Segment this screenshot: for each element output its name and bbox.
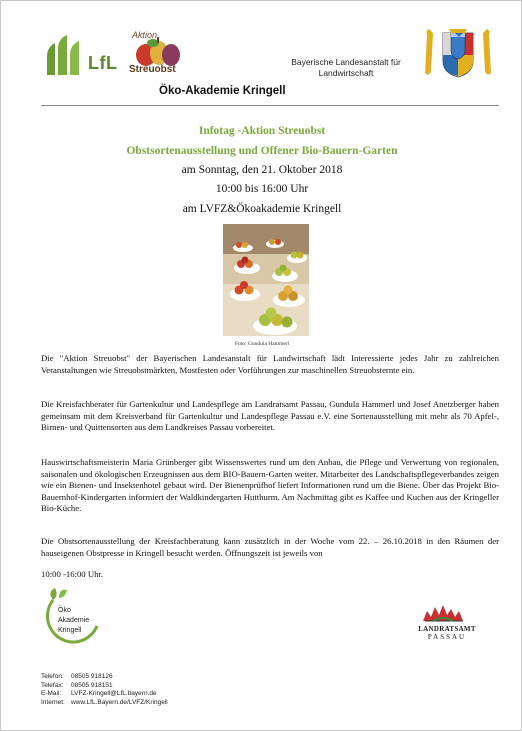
- contact-label: Telefax:: [41, 681, 64, 689]
- paragraph-hauswirtschaft: Hauswirtschaftsmeisterin Maria Grünberger gibt Wissenswertes rund um den Anbau, die Pflege und Verwertung von regionalen, saisonalen und ökologischen Erzeugnissen aus dem BIO-Bauern-Garten weiter. Mitarbeiter des Landschaftspflegeverbandes zeigen wie ein Bienen- und Insektenhotel gebaut wird. Der Bienenprüfhof liefert Informationen rund um die Biene. Über das Projekt Bio-Bauernhof-Kindergarten informiert der Waldkindergarten Hutthurm. Am Nachmittag gibt es Kaffee und Kuchen aus der Kringeller Bio-Küche.: [41, 457, 499, 514]
- email-link[interactable]: LVFZ-Kringell@LfL.bayern.de: [71, 690, 157, 698]
- contact-row-email: [41, 690, 168, 699]
- landratsamt-text: LANDRATSAMT: [418, 625, 476, 633]
- oeko-logo-line3: Kringell: [58, 627, 82, 634]
- oeko-akademie-logo-text: [58, 606, 89, 636]
- contact-label: Telefon:: [41, 673, 64, 680]
- event-location: am LVFZ&Ökoakademie Kringell: [182, 203, 342, 215]
- header-divider: [41, 105, 499, 106]
- oeko-logo-line1: Öko: [58, 607, 71, 614]
- contact-value: 08505 918151: [71, 681, 113, 689]
- fruit-exhibition-photo: [223, 224, 309, 336]
- event-date: am Sonntag, den 21. Oktober 2018: [181, 164, 343, 176]
- event-title: Infotag -Aktion Streuobst: [198, 125, 326, 137]
- streuobst-label: Streuobst: [129, 64, 176, 75]
- event-time: 10:00 bis 16:00 Uhr: [215, 183, 309, 195]
- event-subtitle: Obstsortenausstellung und Offener Bio-Bauern-Garten: [126, 145, 398, 157]
- contact-label: E-Mail:: [41, 690, 62, 698]
- photo-caption: Foto: Gundula Hammerl: [234, 341, 290, 347]
- website-link[interactable]: www.LfL.Bayern.de/LVFZ/Kringell: [71, 698, 168, 706]
- paragraph-ausstellung-woche: Die Obstsortenausstellung der Kreisfachberatung kann zusätzlich in der Woche vom 22. – 26.10.2018 in den Räumen der hauseigenen Obstpresse in Kringell besucht werden. Öffnungszeit ist jeweils von: [41, 536, 499, 558]
- paragraph-oeffnungszeit: 10:00 -16:00 Uhr.: [41, 569, 104, 579]
- lfl-name-line1: Bayerische Landesanstalt für: [291, 57, 401, 67]
- passau-text: PASSAU: [427, 633, 467, 641]
- bavarian-coat-of-arms-icon: [419, 27, 497, 81]
- contact-row-phone: [41, 673, 168, 682]
- oeko-logo-line2: Akademie: [58, 617, 90, 624]
- lfl-institution-name: [281, 57, 411, 79]
- oeko-akademie-title: Öko-Akademie Kringell: [159, 85, 286, 97]
- lfl-leaf-logo: [43, 35, 85, 77]
- aktion-label: Aktion: [132, 30, 158, 40]
- contact-block: [41, 673, 168, 707]
- contact-value: 08505 918126: [71, 673, 113, 680]
- contact-row-fax: [41, 682, 168, 691]
- paragraph-kreisfachberater: Die Kreisfachberater für Gartenkultur und Landespflege am Landratsamt Passau, Gundula Hammerl und Josef Anetzberger haben gemeinsam mit dem Kreisverband für Gartenkultur und Landespflege Passau e.V. eine Sortenausstellung mit mehr als 70 Apfel-, Birnen- und Quittensorten aus dem Landkreises Passau vorbereitet.: [41, 399, 499, 433]
- contact-row-internet: [41, 699, 168, 708]
- paragraph-aktion-streuobst: Die "Aktion Streuobst" der Bayerischen Landesanstalt für Landwirtschaft lädt Interessierte jedes Jahr zu zahlreichen Veranstaltungen wie Streuobstmärkten, Mostfesten oder Vorführungen zur maschinellen Streuobsternte ein.: [41, 353, 499, 375]
- lfl-name-line2: Landwirtschaft: [318, 68, 374, 78]
- contact-label: Internet:: [41, 698, 65, 706]
- lfl-logo-text: LfL: [88, 53, 118, 73]
